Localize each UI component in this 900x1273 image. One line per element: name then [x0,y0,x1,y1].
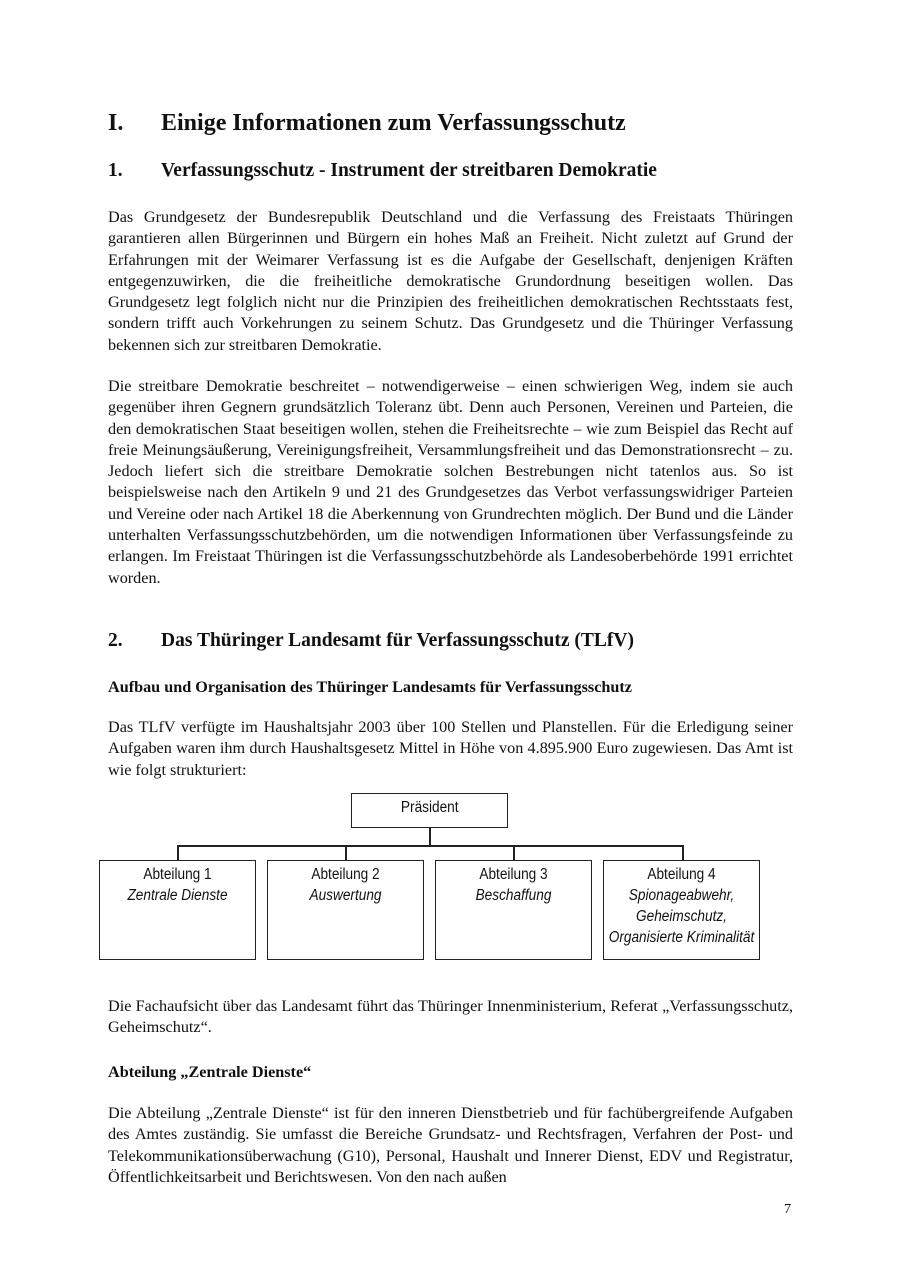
department-3-name: Abteilung 3 [479,866,548,883]
section-1-heading [108,160,657,182]
org-connector-dept-1 [177,845,179,861]
department-2-name: Abteilung 2 [311,866,380,883]
section-2-title: Das Thüringer Landesamt für Verfassungsschutz (TLfV) [161,630,634,651]
section-1-title: Verfassungsschutz - Instrument der streitbaren Demokratie [161,160,657,181]
department-4-name: Abteilung 4 [647,866,716,883]
org-connector-vertical [429,828,431,846]
section-2-number: 2. [108,630,123,651]
department-1-line-1: Zentrale Dienste [127,887,228,904]
section-2-paragraph-1: Das TLfV verfügte im Haushaltsjahr 2003 über 100 Stellen und Planstellen. Für die Erledigung seiner Aufgaben waren ihm durch Haushaltsgesetz Mittel in Höhe von 4.895.900 Euro zugewiesen. Das Amt ist wie folgt strukturiert: [108,718,793,779]
section-1-number: 1. [108,160,123,181]
department-4-line-3: Organisierte Kriminalität [608,929,755,946]
department-4-line-1: Spionageabwehr, [628,887,735,904]
department-1-name: Abteilung 1 [143,866,212,883]
section-2-paragraph-3: Die Abteilung „Zentrale Dienste“ ist für den inneren Dienstbetrieb und für fachübergreifende Aufgaben des Amtes zuständig. Sie umfasst die Bereiche Grundsatz- und Rechtsfragen, Verfahren der Post- und Telekommunikationsüberwachung (G10), Personal, Haushalt und Innerer Dienst, EDV und Registratur, Öffentlichkeitsarbeit und Berichtswesen. Von den nach außen [108,1104,793,1186]
section-1-paragraph-2: Die streitbare Demokratie beschreitet – notwendigerweise – einen schwierigen Weg, indem sie auch gegenüber ihren Gegnern grundsätzlich Toleranz übt. Denn auch Personen, Vereinen und Parteien, die den demokratischen Staat beseitigen wollen, stehen die Freiheitsrechte – wie zum Beispiel das Recht auf freie Meinungsäußerung, Vereinigungsfreiheit, Versammlungsfreiheit und das Demonstrationsrecht – zu. Jedoch liefert sich die streitbare Demokratie solchen Bestrebungen nicht tatenlos aus. So ist beispielsweise nach den Artikeln 9 und 21 des Grundgesetzes das Verbot verfassungswidriger Parteien und Vereine oder nach Artikel 18 die Aberkennung von Grundrechten möglich. Der Bund und die Länder unterhalten Verfassungsschutzbehörden, um die notwendigen Informationen über Verfassungsfeinde zu erlangen. Im Freistaat Thüringen ist die Verfassungsschutzbehörde als Landesoberbehörde 1991 errichtet worden. [108,377,793,587]
chapter-number: I. [108,110,124,136]
zentrale-dienste-subheading: Abteilung „Zentrale Dienste“ [108,1063,312,1081]
section-2-subheading: Aufbau und Organisation des Thüringer Landesamts für Verfassungsschutz [108,678,632,696]
org-box-department-3 [435,860,592,960]
department-2-line-1: Auswertung [309,887,382,904]
org-connector-dept-3 [513,845,515,861]
section-2-heading [108,630,634,652]
org-box-president [351,793,508,828]
chapter-title: Einige Informationen zum Verfassungsschutz [161,110,626,136]
department-4-line-2: Geheimschutz, [636,908,727,925]
section-2-paragraph-2: Die Fachaufsicht über das Landesamt führt das Thüringer Innenministerium, Referat „Verfassungsschutz, Geheimschutz“. [108,997,793,1037]
org-connector-dept-2 [345,845,347,861]
org-box-department-4 [603,860,760,960]
org-box-department-1 [99,860,256,960]
chapter-heading [108,110,626,137]
org-president-label: Präsident [400,799,459,816]
section-1-paragraph-1: Das Grundgesetz der Bundesrepublik Deutschland und die Verfassung des Freistaats Thüringen garantieren allen Bürgerinnen und Bürgern ein hohes Maß an Freiheit. Nicht zuletzt auf Grund der Erfahrungen mit der Weimarer Verfassung ist es die Aufgabe der Gesellschaft, denjenigen Kräften entgegenzuwirken, die die freiheitliche demokratische Grundordnung beseitigen wollen. Das Grundgesetz legt folglich nicht nur die Prinzipien des freiheitlichen demokratischen Rechtsstaats fest, sondern trifft auch Vorkehrungen zu seinem Schutz. Das Grundgesetz und die Thüringer Verfassung bekennen sich zur streitbaren Demokratie. [108,208,793,354]
org-connector-horizontal [177,845,683,847]
org-box-department-2 [267,860,424,960]
department-3-line-1: Beschaffung [475,887,552,904]
org-connector-dept-4 [682,845,684,861]
page-number: 7 [784,1202,791,1217]
